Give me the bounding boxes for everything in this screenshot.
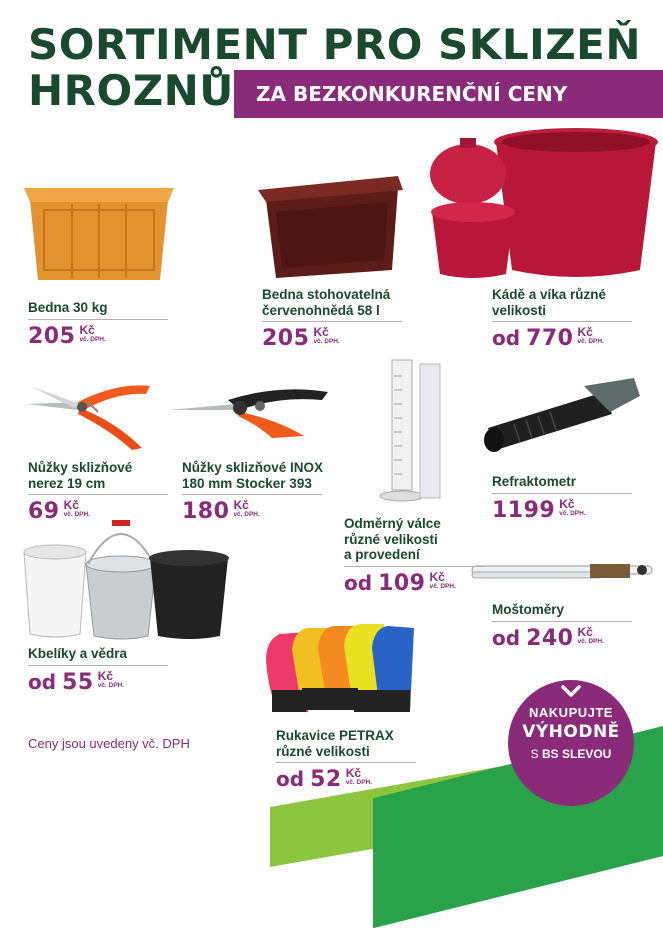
currency: Kč xyxy=(79,322,95,337)
price-value: 52 xyxy=(310,767,342,793)
divider xyxy=(344,566,484,567)
product-name-line2: červenohnědá 58 l xyxy=(262,302,380,318)
product-bedna-30kg xyxy=(28,300,168,349)
banner: ZA BEZKONKURENČNÍ CENY xyxy=(234,70,663,118)
vat-note: vč. DPH. xyxy=(559,509,586,517)
divider xyxy=(28,319,168,320)
divider xyxy=(28,665,168,666)
product-name: Rukavice PETRAX xyxy=(276,728,394,743)
vat-note: vč. DPH. xyxy=(79,335,106,343)
product-name-line3: a provedení xyxy=(344,547,420,563)
currency: Kč xyxy=(577,325,593,340)
currency: Kč xyxy=(313,325,329,340)
buckets-icon xyxy=(22,518,230,640)
price-prefix: od xyxy=(344,570,373,595)
price-value: 205 xyxy=(262,326,310,352)
product-name: Kbelíky a vědra xyxy=(28,646,128,661)
product-nuzky-nerez xyxy=(28,460,168,524)
price-prefix: od xyxy=(492,625,521,650)
divider xyxy=(262,321,402,322)
product-name: Refraktometr xyxy=(492,474,577,489)
badge-line3-brand: BS SLEVOU xyxy=(542,747,612,761)
product-bedna-stohovatelna xyxy=(262,287,402,351)
product-kade xyxy=(492,287,632,351)
divider xyxy=(492,493,632,494)
product-nuzky-inox xyxy=(182,460,323,524)
vat-note: vč. DPH. xyxy=(63,511,90,519)
price-value: 55 xyxy=(62,669,94,695)
shears-inox-icon xyxy=(168,380,334,440)
shears-icon xyxy=(22,378,152,450)
badge-line1: NAKUPUJTE xyxy=(529,705,613,720)
divider xyxy=(182,494,322,495)
product-rukavice xyxy=(276,728,416,792)
price-prefix: od xyxy=(28,669,57,694)
vat-note: vč. DPH. xyxy=(577,338,604,346)
currency: Kč xyxy=(233,498,249,513)
hydrometer-icon xyxy=(470,558,656,584)
product-name-line2: různé velikosti xyxy=(344,531,438,547)
product-name-line2: nerez 19 cm xyxy=(28,475,106,491)
price xyxy=(28,324,168,349)
currency: Kč xyxy=(97,668,114,683)
price xyxy=(182,499,323,524)
product-name: Kádě a víka různé xyxy=(492,287,607,302)
price-value: 205 xyxy=(28,323,76,349)
headline-line2: HROZNŮ xyxy=(28,66,234,115)
price xyxy=(28,499,168,524)
refractometer-icon xyxy=(484,378,644,458)
promo-badge[interactable] xyxy=(508,680,634,806)
price xyxy=(344,571,484,596)
cylinder-icon xyxy=(378,356,448,504)
crate-icon xyxy=(24,180,174,285)
product-name: Bedna 30 kg xyxy=(28,300,108,315)
brown-crate-icon xyxy=(258,174,403,282)
price-value: 180 xyxy=(182,499,230,525)
price-prefix: od xyxy=(276,767,305,792)
currency: Kč xyxy=(577,624,593,639)
price xyxy=(28,670,168,695)
gloves-icon xyxy=(262,620,420,716)
price-value: 770 xyxy=(526,326,574,352)
product-name: Nůžky sklizňové xyxy=(28,460,133,475)
price-value: 109 xyxy=(378,570,426,596)
currency: Kč xyxy=(63,498,79,513)
price xyxy=(492,626,632,651)
product-name: Nůžky sklizňové INOX xyxy=(182,460,324,475)
vat-note: vč. DPH. xyxy=(233,511,260,519)
product-name-line2: různé velikosti xyxy=(276,743,370,759)
vat-note: vč. DPH. xyxy=(345,779,373,787)
price xyxy=(262,326,402,351)
footer-note: Ceny jsou uvedeny vč. DPH xyxy=(28,736,190,751)
divider xyxy=(28,494,168,495)
product-name: Bedna stohovatelná xyxy=(262,287,391,302)
badge-line3-prefix: S xyxy=(530,747,539,761)
price xyxy=(492,326,632,351)
price-prefix: od xyxy=(492,326,521,351)
divider xyxy=(276,762,416,763)
currency: Kč xyxy=(345,766,362,781)
headline-line1: SORTIMENT PRO SKLIZEŇ xyxy=(28,20,642,69)
product-odmerny-valec xyxy=(344,516,484,596)
badge-line3 xyxy=(508,747,634,761)
divider xyxy=(492,321,632,322)
vat-note: vč. DPH. xyxy=(577,637,604,645)
badge-line2: VÝHODNĚ xyxy=(522,722,620,742)
product-kbeliky xyxy=(28,646,168,695)
currency: Kč xyxy=(429,569,445,584)
product-refraktometr xyxy=(492,474,632,523)
product-mostomery xyxy=(492,602,632,651)
price-value: 1199 xyxy=(492,497,556,523)
product-name: Moštoměry xyxy=(492,602,565,617)
product-name: Odměrný válce xyxy=(344,516,441,531)
divider xyxy=(492,621,632,622)
vat-note: vč. DPH. xyxy=(429,582,456,590)
price xyxy=(492,498,632,523)
price-value: 240 xyxy=(526,625,574,651)
vat-note: vč. DPH. xyxy=(97,681,125,689)
currency: Kč xyxy=(559,496,575,511)
product-name-line2: velikosti xyxy=(492,302,547,318)
price-value: 69 xyxy=(28,499,60,525)
product-name-line2: 180 mm Stocker 393 xyxy=(182,475,312,491)
vat-note: vč. DPH. xyxy=(313,338,340,346)
chevron-down-icon xyxy=(508,684,634,703)
tub-icon xyxy=(428,124,660,280)
